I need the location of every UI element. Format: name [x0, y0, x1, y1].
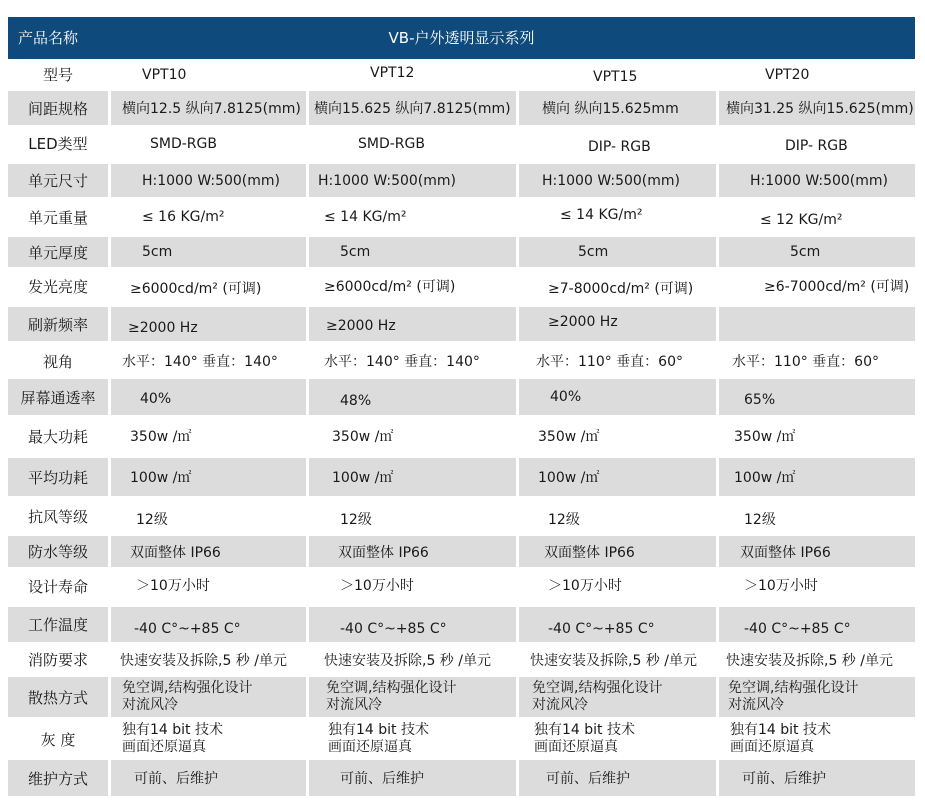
column-divider [516, 164, 519, 197]
column-divider [716, 307, 719, 341]
table-cell: 5cm [142, 244, 173, 260]
column-divider [108, 570, 111, 603]
table-cell [520, 721, 716, 757]
table-row [8, 201, 915, 233]
column-divider [306, 237, 309, 267]
cell-line: 独有14 bit 技术 [730, 722, 831, 738]
table-cell: DIP- RGB [588, 138, 651, 155]
column-divider [306, 760, 309, 796]
cell-lines [532, 680, 662, 714]
column-divider [306, 500, 309, 533]
table-cell: 可前、后维护 [134, 771, 218, 787]
table-cell: 100w /㎡ [734, 470, 796, 486]
column-divider [716, 201, 719, 233]
table-cell: 双面整体 IP66 [544, 544, 635, 561]
table-cell: 350w /㎡ [734, 429, 796, 445]
column-divider [716, 164, 719, 197]
column-divider [716, 269, 719, 303]
cell-line: 画面还原逼真 [730, 739, 814, 755]
table-cell: ≤ 12 KG/m² [760, 212, 843, 228]
table-cell: ≥2000 Hz [326, 318, 396, 334]
cell-line: 免空调,结构强化设计 [326, 680, 457, 696]
table-cell: 350w /㎡ [130, 429, 192, 445]
table-header [8, 17, 915, 59]
table-cell: 5cm [790, 244, 821, 260]
table-cell: VPT12 [370, 64, 415, 81]
cell-line: 免空调,结构强化设计 [532, 680, 663, 696]
row-label: 消防要求 [27, 651, 88, 669]
column-divider [516, 570, 519, 603]
table-cell: 100w /㎡ [130, 470, 192, 486]
column-divider [716, 645, 719, 674]
column-divider [108, 91, 111, 125]
row-label: 散热方式 [27, 688, 88, 707]
table-row [8, 127, 915, 160]
column-divider [108, 201, 111, 233]
column-divider [516, 127, 519, 160]
table-cell: 快速安装及拆除,5 秒 /单元 [324, 652, 491, 669]
column-divider [306, 127, 309, 160]
table-cell: 水平：140° 垂直：140° [324, 354, 480, 370]
column-divider [306, 379, 309, 415]
table-cell: 12级 [136, 511, 168, 528]
column-divider [516, 418, 519, 454]
column-divider [108, 127, 111, 160]
column-divider [516, 201, 519, 233]
row-label: 平均功耗 [27, 468, 88, 487]
table-cell: 快速安装及拆除,5 秒 /单元 [726, 652, 893, 669]
table-row [8, 237, 915, 267]
column-divider [716, 379, 719, 415]
table-cell: 横向31.25 纵向15.625(mm) [726, 101, 914, 117]
row-label: 视角 [42, 352, 73, 371]
column-divider [716, 607, 719, 642]
column-divider [516, 760, 519, 796]
column-divider [716, 237, 719, 267]
table-cell: 350w /㎡ [332, 429, 394, 445]
column-divider [516, 721, 519, 757]
table-cell: 快速安装及拆除,5 秒 /单元 [120, 652, 287, 669]
column-divider [108, 345, 111, 377]
column-divider [516, 307, 519, 341]
table-cell: -40 C°~+85 C° [134, 620, 241, 637]
column-divider [108, 164, 111, 197]
cell-lines [328, 722, 429, 756]
table-cell: 横向12.5 纵向7.8125(mm) [122, 101, 301, 117]
column-divider [516, 91, 519, 125]
table-cell: ≥2000 Hz [128, 320, 198, 336]
table-row [8, 345, 915, 377]
column-divider [716, 61, 719, 88]
table-cell: 12级 [340, 511, 372, 528]
row-label: 刷新频率 [27, 315, 88, 334]
table-row [8, 677, 915, 717]
cell-lines [326, 680, 456, 714]
row-label: 抗风等级 [27, 508, 88, 526]
table-cell: 双面整体 IP66 [740, 544, 831, 561]
table-row [8, 760, 915, 796]
table-row [8, 607, 915, 642]
table-cell: ＞10万小时 [136, 577, 210, 594]
column-divider [306, 645, 309, 674]
table-cell: H:1000 W:500(mm) [542, 172, 680, 189]
column-divider [516, 607, 519, 642]
cell-line: 独有14 bit 技术 [328, 722, 429, 738]
column-divider [108, 237, 111, 267]
cell-line: 画面还原逼真 [534, 739, 618, 755]
table-cell: 65% [744, 392, 776, 408]
column-divider [516, 379, 519, 415]
column-divider [516, 345, 519, 377]
row-label: 工作温度 [27, 616, 88, 634]
table-row [8, 500, 915, 533]
table-cell: ≥2000 Hz [548, 314, 618, 330]
row-label: 维护方式 [27, 769, 88, 788]
column-divider [716, 677, 719, 717]
cell-line: 免空调,结构强化设计 [122, 680, 253, 696]
row-label: 型号 [42, 66, 73, 84]
table-cell: 40% [550, 389, 582, 405]
table-cell: H:1000 W:500(mm) [750, 172, 888, 189]
table-row [8, 536, 915, 567]
row-label: 灰 度 [40, 730, 76, 749]
table-cell: -40 C°~+85 C° [340, 620, 447, 637]
table-row [8, 645, 915, 674]
column-divider [716, 418, 719, 454]
table-cell: ≥6000cd/m² (可调) [130, 281, 262, 297]
table-row [8, 379, 915, 415]
cell-line: 免空调,结构强化设计 [728, 680, 859, 696]
table-cell: DIP- RGB [785, 137, 848, 154]
table-cell: -40 C°~+85 C° [744, 620, 851, 637]
table-row [8, 570, 915, 603]
table-cell: ≥7-8000cd/m² (可调) [548, 281, 694, 297]
table-cell: 12级 [744, 511, 776, 528]
column-divider [516, 61, 519, 88]
column-divider [306, 458, 309, 496]
cell-line: 对流风冷 [326, 697, 382, 713]
column-divider [108, 645, 111, 674]
column-divider [716, 500, 719, 533]
column-divider [306, 677, 309, 717]
row-label: 间距规格 [27, 99, 88, 118]
column-divider [108, 607, 111, 642]
column-divider [108, 458, 111, 496]
table-cell: 5cm [578, 244, 609, 260]
column-divider [306, 570, 309, 603]
cell-lines [122, 722, 223, 756]
table-cell [520, 677, 716, 717]
table-cell: 40% [140, 391, 172, 407]
table-cell: 48% [340, 393, 372, 409]
table-cell: ≤ 14 KG/m² [560, 207, 643, 223]
table-cell: ＞10万小时 [744, 577, 818, 594]
cell-lines [728, 680, 858, 714]
column-divider [716, 760, 719, 796]
table-cell [720, 307, 915, 341]
column-divider [516, 237, 519, 267]
column-divider [108, 677, 111, 717]
row-label: 单元尺寸 [27, 172, 88, 190]
table-cell [310, 721, 516, 757]
column-divider [108, 418, 111, 454]
row-label: 发光亮度 [27, 277, 88, 296]
column-divider [108, 379, 111, 415]
table-cell [310, 677, 516, 717]
table-cell: 双面整体 IP66 [338, 544, 429, 561]
table-row [8, 458, 915, 496]
column-divider [516, 269, 519, 303]
table-cell: 水平：140° 垂直：140° [122, 354, 278, 370]
table-cell: H:1000 W:500(mm) [142, 172, 280, 189]
cell-line: 对流风冷 [728, 697, 784, 713]
table-cell: VPT20 [765, 66, 810, 83]
column-divider [716, 721, 719, 757]
header-label: 产品名称 [18, 29, 79, 47]
cell-line: 独有14 bit 技术 [534, 722, 635, 738]
table-cell: 可前、后维护 [546, 771, 630, 787]
table-cell: ≥6-7000cd/m² (可调) [764, 279, 910, 295]
table-cell: VPT15 [593, 68, 638, 85]
column-divider [306, 721, 309, 757]
table-cell: SMD-RGB [150, 135, 217, 152]
column-divider [516, 536, 519, 567]
row-label: 最大功耗 [27, 427, 88, 446]
column-divider [108, 760, 111, 796]
column-divider [716, 570, 719, 603]
table-row [8, 91, 915, 125]
column-divider [108, 536, 111, 567]
row-label: 防水等级 [27, 543, 88, 561]
column-divider [516, 645, 519, 674]
cell-line: 对流风冷 [122, 697, 178, 713]
column-divider [306, 61, 309, 88]
column-divider [306, 536, 309, 567]
cell-lines [534, 722, 635, 756]
cell-line: 独有14 bit 技术 [122, 722, 223, 738]
table-cell: ≥6000cd/m² (可调) [324, 279, 456, 295]
column-divider [306, 201, 309, 233]
column-divider [306, 607, 309, 642]
table-row [8, 307, 915, 341]
table-cell: H:1000 W:500(mm) [318, 172, 456, 189]
table-row [8, 721, 915, 757]
table-cell [720, 677, 915, 717]
table-cell: SMD-RGB [358, 135, 425, 152]
table-row [8, 269, 915, 303]
table-cell: -40 C°~+85 C° [548, 620, 655, 637]
column-divider [716, 536, 719, 567]
column-divider [516, 677, 519, 717]
column-divider [306, 269, 309, 303]
column-divider [306, 307, 309, 341]
table-cell: ≤ 14 KG/m² [324, 209, 407, 225]
column-divider [716, 127, 719, 160]
table-cell: 12级 [548, 511, 580, 528]
column-divider [516, 500, 519, 533]
table-cell: 可前、后维护 [340, 771, 424, 787]
table-cell: 横向 纵向15.625mm [542, 101, 679, 117]
table-row [8, 61, 915, 88]
column-divider [108, 269, 111, 303]
table-cell: 350w /㎡ [538, 429, 600, 445]
cell-lines [122, 680, 252, 714]
cell-lines [730, 722, 831, 756]
cell-line: 画面还原逼真 [328, 739, 412, 755]
row-label: 设计寿命 [27, 578, 88, 596]
table-row [8, 164, 915, 197]
column-divider [716, 345, 719, 377]
table-cell [720, 721, 915, 757]
cell-line: 对流风冷 [532, 697, 588, 713]
table-cell: ≤ 16 KG/m² [142, 209, 225, 225]
table-cell: 100w /㎡ [538, 470, 600, 486]
column-divider [516, 458, 519, 496]
table-cell [112, 721, 306, 757]
table-cell: 可前、后维护 [742, 771, 826, 787]
header-title: VB-户外透明显示系列 [388, 29, 535, 47]
table-row [8, 418, 915, 454]
row-label: 屏幕通透率 [20, 388, 96, 407]
row-label: 单元重量 [27, 208, 88, 227]
table-cell: VPT10 [142, 66, 187, 83]
column-divider [716, 458, 719, 496]
column-divider [306, 345, 309, 377]
table-cell [112, 677, 306, 717]
column-divider [306, 164, 309, 197]
table-cell: 双面整体 IP66 [130, 544, 221, 561]
table-cell: ＞10万小时 [548, 577, 622, 594]
column-divider [108, 61, 111, 88]
table-cell: 5cm [340, 244, 371, 260]
column-divider [108, 500, 111, 533]
column-divider [716, 91, 719, 125]
table-cell: ＞10万小时 [340, 577, 414, 594]
row-label: LED类型 [28, 135, 88, 153]
cell-line: 画面还原逼真 [122, 739, 206, 755]
column-divider [306, 91, 309, 125]
row-label: 单元厚度 [27, 243, 88, 262]
table-cell: 快速安装及拆除,5 秒 /单元 [530, 652, 697, 669]
column-divider [306, 418, 309, 454]
table-cell: 横向15.625 纵向7.8125(mm) [314, 101, 511, 117]
table-cell: 100w /㎡ [332, 470, 394, 486]
table-cell: 水平：110° 垂直：60° [536, 354, 683, 370]
column-divider [108, 721, 111, 757]
table-cell: 水平：110° 垂直：60° [732, 354, 879, 370]
column-divider [108, 307, 111, 341]
